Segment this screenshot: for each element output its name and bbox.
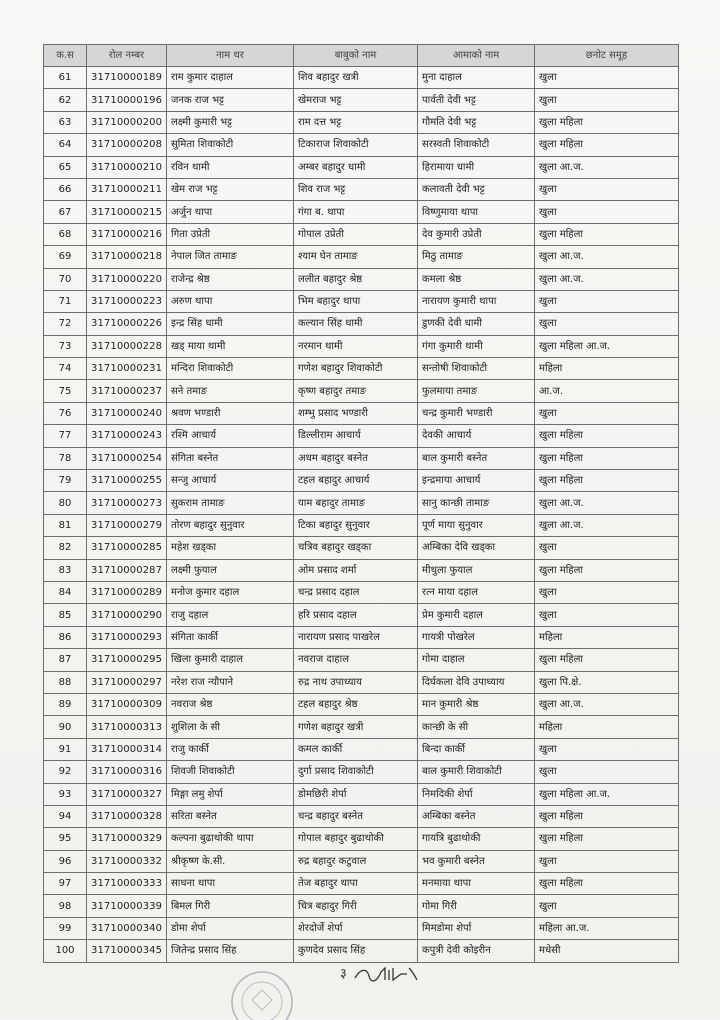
cell-group: खुला (535, 313, 679, 335)
table-row (44, 514, 679, 536)
cell-father: गोपाल उप्रेती (294, 223, 418, 245)
cell-name: संगिता बस्नेत (167, 447, 294, 469)
cell-father: याम बहादुर तामाङ (294, 492, 418, 514)
cell-mother: प्रेम कुमारी दहाल (418, 604, 535, 626)
cell-roll: 31710000295 (87, 649, 167, 671)
cell-serial: 96 (44, 850, 87, 872)
cell-roll: 31710000218 (87, 246, 167, 268)
cell-serial: 97 (44, 873, 87, 895)
cell-name: मिङ्गा लमु शेर्पा (167, 783, 294, 805)
cell-father: दुर्गा प्रसाद शिवाकोटी (294, 761, 418, 783)
cell-serial: 77 (44, 425, 87, 447)
table-row (44, 89, 679, 111)
cell-group: खुला (535, 581, 679, 603)
cell-roll: 31710000332 (87, 850, 167, 872)
cell-mother: इन्द्रमाया आचार्य (418, 470, 535, 492)
cell-group: खुला (535, 537, 679, 559)
cell-mother: गोमा दाहाल (418, 649, 535, 671)
cell-serial: 86 (44, 626, 87, 648)
table-row (44, 716, 679, 738)
cell-mother: सानु कान्छी तामाङ (418, 492, 535, 514)
cell-serial: 92 (44, 761, 87, 783)
cell-serial: 89 (44, 693, 87, 715)
cell-serial: 90 (44, 716, 87, 738)
cell-roll: 31710000240 (87, 402, 167, 424)
cell-name: राजु कार्की (167, 738, 294, 760)
cell-group: खुला (535, 290, 679, 312)
cell-name: रविन थामी (167, 156, 294, 178)
cell-serial: 79 (44, 470, 87, 492)
cell-roll: 31710000210 (87, 156, 167, 178)
table-row (44, 358, 679, 380)
col-header-name: नाम थर (167, 45, 294, 67)
cell-roll: 31710000255 (87, 470, 167, 492)
table-row (44, 268, 679, 290)
cell-group: आ.ज. (535, 380, 679, 402)
table-row (44, 492, 679, 514)
cell-roll: 31710000314 (87, 738, 167, 760)
cell-roll: 31710000333 (87, 873, 167, 895)
cell-mother: मीथुला फुयाल (418, 559, 535, 581)
cell-serial: 100 (44, 940, 87, 962)
cell-name: तोरण बहादुर सुनुवार (167, 514, 294, 536)
cell-group: खुला (535, 89, 679, 111)
cell-serial: 74 (44, 358, 87, 380)
table-row (44, 738, 679, 760)
cell-group: महिला (535, 626, 679, 648)
cell-mother: दिर्घकला देवि उपाध्याय (418, 671, 535, 693)
page-number: ३ (340, 966, 347, 982)
cell-name: अर्जुन थापा (167, 201, 294, 223)
cell-serial: 69 (44, 246, 87, 268)
cell-father: गणेश बहादुर शिवाकोटी (294, 358, 418, 380)
cell-serial: 66 (44, 178, 87, 200)
cell-serial: 70 (44, 268, 87, 290)
cell-group: खुला महिला (535, 447, 679, 469)
cell-serial: 94 (44, 805, 87, 827)
cell-roll: 31710000297 (87, 671, 167, 693)
cell-serial: 73 (44, 335, 87, 357)
cell-roll: 31710000200 (87, 111, 167, 133)
cell-father: टहल बहादुर आचार्य (294, 470, 418, 492)
cell-father: गंगा ब. थापा (294, 201, 418, 223)
cell-mother: गायत्रि बुढाथोकी (418, 828, 535, 850)
cell-father: चित्र बहादुर गिरी (294, 895, 418, 917)
cell-group: खुला महिला आ.ज. (535, 783, 679, 805)
cell-name: लक्ष्मी फुयाल (167, 559, 294, 581)
cell-roll: 31710000329 (87, 828, 167, 850)
table-row (44, 805, 679, 827)
cell-group: खुला महिला (535, 828, 679, 850)
table-row (44, 134, 679, 156)
cell-serial: 81 (44, 514, 87, 536)
cell-group: खुला (535, 850, 679, 872)
cell-roll: 31710000345 (87, 940, 167, 962)
cell-roll: 31710000273 (87, 492, 167, 514)
cell-group: खुला महिला (535, 134, 679, 156)
cell-roll: 31710000243 (87, 425, 167, 447)
cell-mother: पूर्ण माया सुनुवार (418, 514, 535, 536)
cell-serial: 83 (44, 559, 87, 581)
cell-name: गिता उप्रेती (167, 223, 294, 245)
cell-mother: हिरामाया धामी (418, 156, 535, 178)
cell-serial: 82 (44, 537, 87, 559)
table-row (44, 559, 679, 581)
cell-group: खुला पि.क्षे. (535, 671, 679, 693)
cell-mother: गौमति देवी भट्ट (418, 111, 535, 133)
cell-mother: मनमाया थापा (418, 873, 535, 895)
cell-name: श्रवण भण्डारी (167, 402, 294, 424)
cell-roll: 31710000216 (87, 223, 167, 245)
cell-roll: 31710000211 (87, 178, 167, 200)
table-row (44, 671, 679, 693)
cell-serial: 95 (44, 828, 87, 850)
cell-name: खिला कुमारी दाहाल (167, 649, 294, 671)
cell-name: नवराज श्रेष्ठ (167, 693, 294, 715)
cell-father: कल्यान सिंह धामी (294, 313, 418, 335)
table-row (44, 940, 679, 962)
cell-name: इन्द्र सिंह धामी (167, 313, 294, 335)
table-row (44, 895, 679, 917)
col-header-roll: रोल नम्बर (87, 45, 167, 67)
cell-group: खुला आ.ज. (535, 246, 679, 268)
cell-roll: 31710000309 (87, 693, 167, 715)
cell-group: खुला (535, 761, 679, 783)
cell-name: डोमा शेर्पा (167, 917, 294, 939)
cell-roll: 31710000289 (87, 581, 167, 603)
cell-father: कृष्ण बहादुर तमाङ (294, 380, 418, 402)
cell-father: हरि प्रसाद दहाल (294, 604, 418, 626)
cell-roll: 31710000208 (87, 134, 167, 156)
cell-roll: 31710000327 (87, 783, 167, 805)
cell-group: खुला (535, 67, 679, 89)
cell-name: सने तमाङ (167, 380, 294, 402)
cell-roll: 31710000228 (87, 335, 167, 357)
cell-father: खेमराज भट्ट (294, 89, 418, 111)
cell-mother: बाल कुमारी बस्नेत (418, 447, 535, 469)
cell-group: महिला आ.ज. (535, 917, 679, 939)
table-row (44, 111, 679, 133)
cell-roll: 31710000231 (87, 358, 167, 380)
table-row (44, 380, 679, 402)
cell-serial: 63 (44, 111, 87, 133)
cell-group: खुला आ.ज. (535, 693, 679, 715)
cell-group: खुला (535, 738, 679, 760)
table-row (44, 581, 679, 603)
cell-roll: 31710000290 (87, 604, 167, 626)
cell-mother: देवकी आचार्य (418, 425, 535, 447)
cell-name: कल्पना बुढाथोकी थापा (167, 828, 294, 850)
cell-group: खुला (535, 604, 679, 626)
cell-name: नेपाल जित तामाङ (167, 246, 294, 268)
table-row (44, 761, 679, 783)
cell-mother: बाल कुमारी शिवाकोटी (418, 761, 535, 783)
table-row (44, 649, 679, 671)
cell-mother: फुलमाया तमाङ (418, 380, 535, 402)
cell-father: ओम प्रसाद शर्मा (294, 559, 418, 581)
cell-mother: विष्णुमाया थापा (418, 201, 535, 223)
cell-father: गोपाल बहादुर बुढाथोकी (294, 828, 418, 850)
cell-group: खुला महिला (535, 805, 679, 827)
cell-serial: 64 (44, 134, 87, 156)
cell-mother: गंगा कुमारी थामी (418, 335, 535, 357)
cell-father: शिव राज भट्ट (294, 178, 418, 200)
cell-roll: 31710000237 (87, 380, 167, 402)
cell-roll: 31710000279 (87, 514, 167, 536)
cell-mother: डुणकी देवी धामी (418, 313, 535, 335)
cell-group: खुला महिला (535, 873, 679, 895)
cell-name: जितेन्द्र प्रसाद सिंह (167, 940, 294, 962)
cell-mother: मुना दाहाल (418, 67, 535, 89)
cell-mother: नारायण कुमारी थापा (418, 290, 535, 312)
cell-name: मन्दिरा शिवाकोटी (167, 358, 294, 380)
cell-mother: कपुत्री देवी कोइरीन (418, 940, 535, 962)
cell-name: महेश खड्का (167, 537, 294, 559)
cell-mother: देव कुमारी उप्रेती (418, 223, 535, 245)
cell-roll: 31710000339 (87, 895, 167, 917)
cell-mother: कलावती देवी भट्ट (418, 178, 535, 200)
table-row (44, 470, 679, 492)
cell-mother: चन्द्र कुमारी भण्डारी (418, 402, 535, 424)
cell-mother: अम्बिका देवि खड्का (418, 537, 535, 559)
cell-name: नरेश राज न्यौपाने (167, 671, 294, 693)
cell-name: राम कुमार दाहाल (167, 67, 294, 89)
cell-roll: 31710000285 (87, 537, 167, 559)
cell-roll: 31710000316 (87, 761, 167, 783)
cell-name: बिमल गिरी (167, 895, 294, 917)
cell-serial: 68 (44, 223, 87, 245)
table-row (44, 693, 679, 715)
cell-father: टिका बहादुर सुनुवार (294, 514, 418, 536)
cell-serial: 78 (44, 447, 87, 469)
cell-mother: बिन्दा कार्की (418, 738, 535, 760)
cell-father: रुद्र नाथ उपाध्याय (294, 671, 418, 693)
cell-roll: 31710000254 (87, 447, 167, 469)
cell-name: साधना थापा (167, 873, 294, 895)
table-row (44, 850, 679, 872)
cell-group: खुला आ.ज. (535, 514, 679, 536)
cell-father: नरमान थामी (294, 335, 418, 357)
cell-serial: 88 (44, 671, 87, 693)
cell-name: सुमिता शिवाकोटी (167, 134, 294, 156)
cell-group: खुला आ.ज. (535, 492, 679, 514)
cell-name: शुशिला के सी (167, 716, 294, 738)
cell-mother: अम्बिका बस्नेत (418, 805, 535, 827)
cell-name: संगिता कार्की (167, 626, 294, 648)
cell-name: रश्मि आचार्य (167, 425, 294, 447)
col-header-group: छनोट समूह (535, 45, 679, 67)
cell-mother: कमला श्रेष्ठ (418, 268, 535, 290)
cell-roll: 31710000220 (87, 268, 167, 290)
cell-father: कुणदेव प्रसाद सिंह (294, 940, 418, 962)
cell-name: सन्जु आचार्य (167, 470, 294, 492)
table-row (44, 223, 679, 245)
cell-father: टिकाराज शिवाकोटी (294, 134, 418, 156)
cell-father: चन्द्र बहादुर बस्नेत (294, 805, 418, 827)
cell-roll: 31710000328 (87, 805, 167, 827)
cell-name: सरिता बस्नेत (167, 805, 294, 827)
cell-serial: 71 (44, 290, 87, 312)
cell-group: मधेसी (535, 940, 679, 962)
cell-serial: 91 (44, 738, 87, 760)
cell-mother: भव कुमारी बस्नेत (418, 850, 535, 872)
cell-father: गणेश बहादुर खत्री (294, 716, 418, 738)
col-header-serial: क.स (44, 45, 87, 67)
cell-father: ललीत बहादुर श्रेष्ठ (294, 268, 418, 290)
header-row (44, 45, 679, 67)
cell-mother: कान्छी के सी (418, 716, 535, 738)
table-row (44, 604, 679, 626)
cell-father: नारायण प्रसाद पाखरेल (294, 626, 418, 648)
cell-roll: 31710000287 (87, 559, 167, 581)
cell-roll: 31710000340 (87, 917, 167, 939)
table-row (44, 67, 679, 89)
cell-serial: 98 (44, 895, 87, 917)
cell-father: शिव बहादुर खत्री (294, 67, 418, 89)
cell-serial: 61 (44, 67, 87, 89)
cell-father: डिल्लीराम आचार्य (294, 425, 418, 447)
table-row (44, 537, 679, 559)
cell-father: नवराज दाहाल (294, 649, 418, 671)
cell-roll: 31710000189 (87, 67, 167, 89)
cell-serial: 84 (44, 581, 87, 603)
cell-name: श्रीकृष्ण के.सी. (167, 850, 294, 872)
table-row (44, 402, 679, 424)
cell-group: खुला आ.ज. (535, 268, 679, 290)
cell-name: मनोज कुमार दहाल (167, 581, 294, 603)
table-header (44, 45, 679, 67)
cell-name: अरुण थापा (167, 290, 294, 312)
cell-father: टहल बहादुर श्रेष्ठ (294, 693, 418, 715)
cell-mother: पार्वती देवी भट्ट (418, 89, 535, 111)
cell-roll: 31710000293 (87, 626, 167, 648)
cell-serial: 93 (44, 783, 87, 805)
cell-group: खुला (535, 895, 679, 917)
cell-group: खुला महिला (535, 649, 679, 671)
signature-icon (351, 962, 421, 986)
results-table (43, 44, 679, 963)
table-row (44, 178, 679, 200)
cell-mother: गायत्री पोखरेल (418, 626, 535, 648)
cell-roll: 31710000223 (87, 290, 167, 312)
cell-name: राजेन्द्र श्रेष्ठ (167, 268, 294, 290)
table-row (44, 917, 679, 939)
table-row (44, 873, 679, 895)
cell-serial: 65 (44, 156, 87, 178)
cell-group: खुला महिला (535, 111, 679, 133)
office-stamp (222, 960, 302, 1020)
table-row (44, 425, 679, 447)
cell-group: खुला महिला (535, 559, 679, 581)
cell-father: शम्भु प्रसाद भण्डारी (294, 402, 418, 424)
table-body (44, 67, 679, 963)
cell-name: राजु दहाल (167, 604, 294, 626)
col-header-father: बाबुको नाम (294, 45, 418, 67)
table-row (44, 828, 679, 850)
cell-group: महिला (535, 716, 679, 738)
cell-mother: सरस्वती शिवाकोटी (418, 134, 535, 156)
cell-name: खड् माया थामी (167, 335, 294, 357)
cell-name: जनक राज भट्ट (167, 89, 294, 111)
cell-group: खुला (535, 201, 679, 223)
cell-group: महिला (535, 358, 679, 380)
cell-serial: 67 (44, 201, 87, 223)
cell-name: शिवजी शिवाकोटी (167, 761, 294, 783)
cell-group: खुला महिला आ.ज. (535, 335, 679, 357)
table-row (44, 246, 679, 268)
table-row (44, 156, 679, 178)
table-row (44, 313, 679, 335)
cell-serial: 76 (44, 402, 87, 424)
table-row (44, 201, 679, 223)
cell-father: शेरदोर्जे शेर्पा (294, 917, 418, 939)
cell-father: भिम बहादुर थापा (294, 290, 418, 312)
table-row (44, 447, 679, 469)
cell-father: तेज बहादुर थापा (294, 873, 418, 895)
cell-father: चन्द्र प्रसाद दहाल (294, 581, 418, 603)
table-row (44, 335, 679, 357)
cell-father: रुद्र बहादुर कटुवाल (294, 850, 418, 872)
cell-father: श्याम घेन तामाङ (294, 246, 418, 268)
table-row (44, 626, 679, 648)
cell-mother: मान कुमारी श्रेष्ठ (418, 693, 535, 715)
cell-mother: मिमडोमा शेर्पा (418, 917, 535, 939)
cell-group: खुला आ.ज. (535, 156, 679, 178)
cell-mother: रत्न माया दहाल (418, 581, 535, 603)
cell-father: राम दत्त भट्ट (294, 111, 418, 133)
cell-mother: निमदिकी शेर्पा (418, 783, 535, 805)
cell-father: अधम बहादुर बस्नेत (294, 447, 418, 469)
cell-serial: 85 (44, 604, 87, 626)
cell-father: कमल कार्की (294, 738, 418, 760)
cell-father: चत्रिव बहादुर खड्का (294, 537, 418, 559)
cell-father: डोमछिरी शेर्पा (294, 783, 418, 805)
cell-name: खेम राज भट्ट (167, 178, 294, 200)
cell-serial: 75 (44, 380, 87, 402)
cell-group: खुला महिला (535, 223, 679, 245)
cell-roll: 31710000215 (87, 201, 167, 223)
page-mark (340, 962, 421, 986)
cell-group: खुला (535, 178, 679, 200)
cell-group: खुला महिला (535, 425, 679, 447)
cell-group: खुला महिला (535, 470, 679, 492)
cell-roll: 31710000226 (87, 313, 167, 335)
col-header-mother: आमाको नाम (418, 45, 535, 67)
cell-roll: 31710000196 (87, 89, 167, 111)
cell-mother: सन्तोषी शिवाकोटी (418, 358, 535, 380)
cell-father: अम्बर बहादुर धामी (294, 156, 418, 178)
table-row (44, 290, 679, 312)
cell-serial: 62 (44, 89, 87, 111)
cell-serial: 72 (44, 313, 87, 335)
cell-serial: 80 (44, 492, 87, 514)
cell-name: सुकराम तामाङ (167, 492, 294, 514)
cell-mother: गोमा गिरी (418, 895, 535, 917)
cell-group: खुला (535, 402, 679, 424)
cell-serial: 87 (44, 649, 87, 671)
cell-name: लक्ष्मी कुमारी भट्ट (167, 111, 294, 133)
table-row (44, 783, 679, 805)
cell-mother: मिठु तामाङ (418, 246, 535, 268)
cell-roll: 31710000313 (87, 716, 167, 738)
cell-serial: 99 (44, 917, 87, 939)
